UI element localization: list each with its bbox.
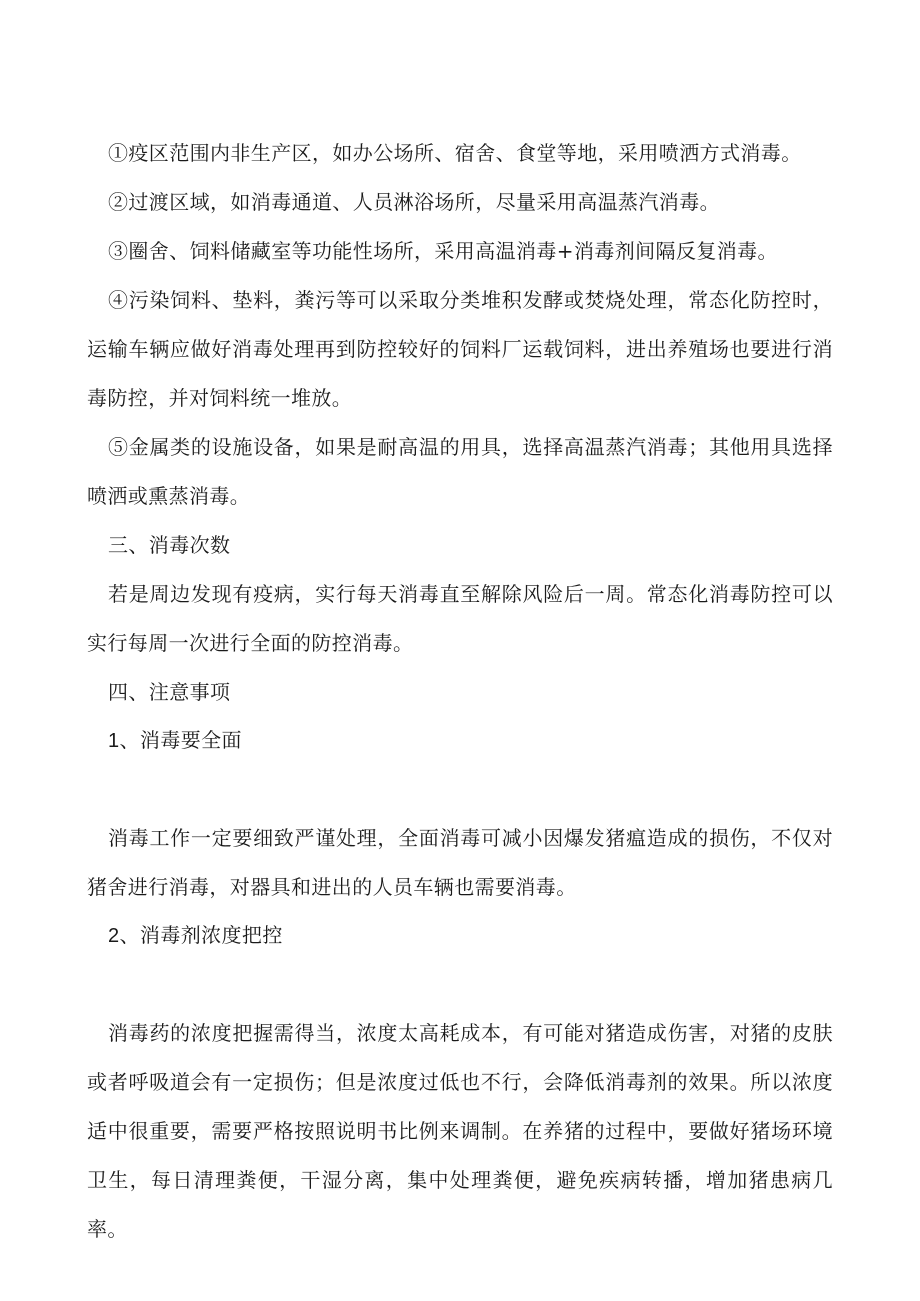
subheading-2: 2、消毒剂浓度把控 xyxy=(108,925,283,947)
section-heading-4: 四、注意事项 xyxy=(108,680,231,704)
subsection-1-body: 消毒工作一定要细致严谨处理，全面消毒可减小因爆发猪瘟造成的损伤，不仅对猪舍进行消毒，对器具和进出的人员车辆也需要消毒。 xyxy=(87,826,833,899)
paragraph-item-4: ④污染饲料、垫料，粪污等可以采取分类堆积发酵或焚烧处理，常态化防控时，运输车辆应做好消毒处理再到防控较好的饲料厂运载饲料，进出养殖场也要进行消毒防控，并对饲料统一堆放。 xyxy=(87,288,833,410)
section-3-body: 若是周边发现有疫病，实行每天消毒直至解除风险后一周。常态化消毒防控可以实行每周一次进行全面的防控消毒。 xyxy=(87,582,833,655)
paragraph-item-2: ②过渡区域，如消毒通道、人员淋浴场所，尽量采用高温蒸汽消毒。 xyxy=(108,190,720,214)
paragraph-item-3: ③圈舍、饲料储藏室等功能性场所，采用高温消毒+消毒剂间隔反复消毒。 xyxy=(108,239,778,263)
section-heading-3: 三、消毒次数 xyxy=(108,533,231,557)
subsection-2-body: 消毒药的浓度把握需得当，浓度太高耗成本，有可能对猪造成伤害，对猪的皮肤或者呼吸道会有一定损伤；但是浓度过低也不行，会降低消毒剂的效果。所以浓度适中很重要，需要严格按照说明书比例来调制。在养猪的过程中，要做好猪场环境卫生，每日清理粪便，干湿分离，集中处理粪便，避免疾病转播，增加猪患病几率。 xyxy=(87,1021,833,1241)
paragraph-item-5: ⑤金属类的设施设备，如果是耐高温的用具，选择高温蒸汽消毒；其他用具选择喷洒或熏蒸消毒。 xyxy=(87,435,833,508)
subheading-1: 1、消毒要全面 xyxy=(108,730,242,752)
document-body xyxy=(87,129,833,1254)
paragraph-item-1: ①疫区范围内非生产区，如办公场所、宿舍、食堂等地，采用喷洒方式消毒。 xyxy=(108,141,802,165)
